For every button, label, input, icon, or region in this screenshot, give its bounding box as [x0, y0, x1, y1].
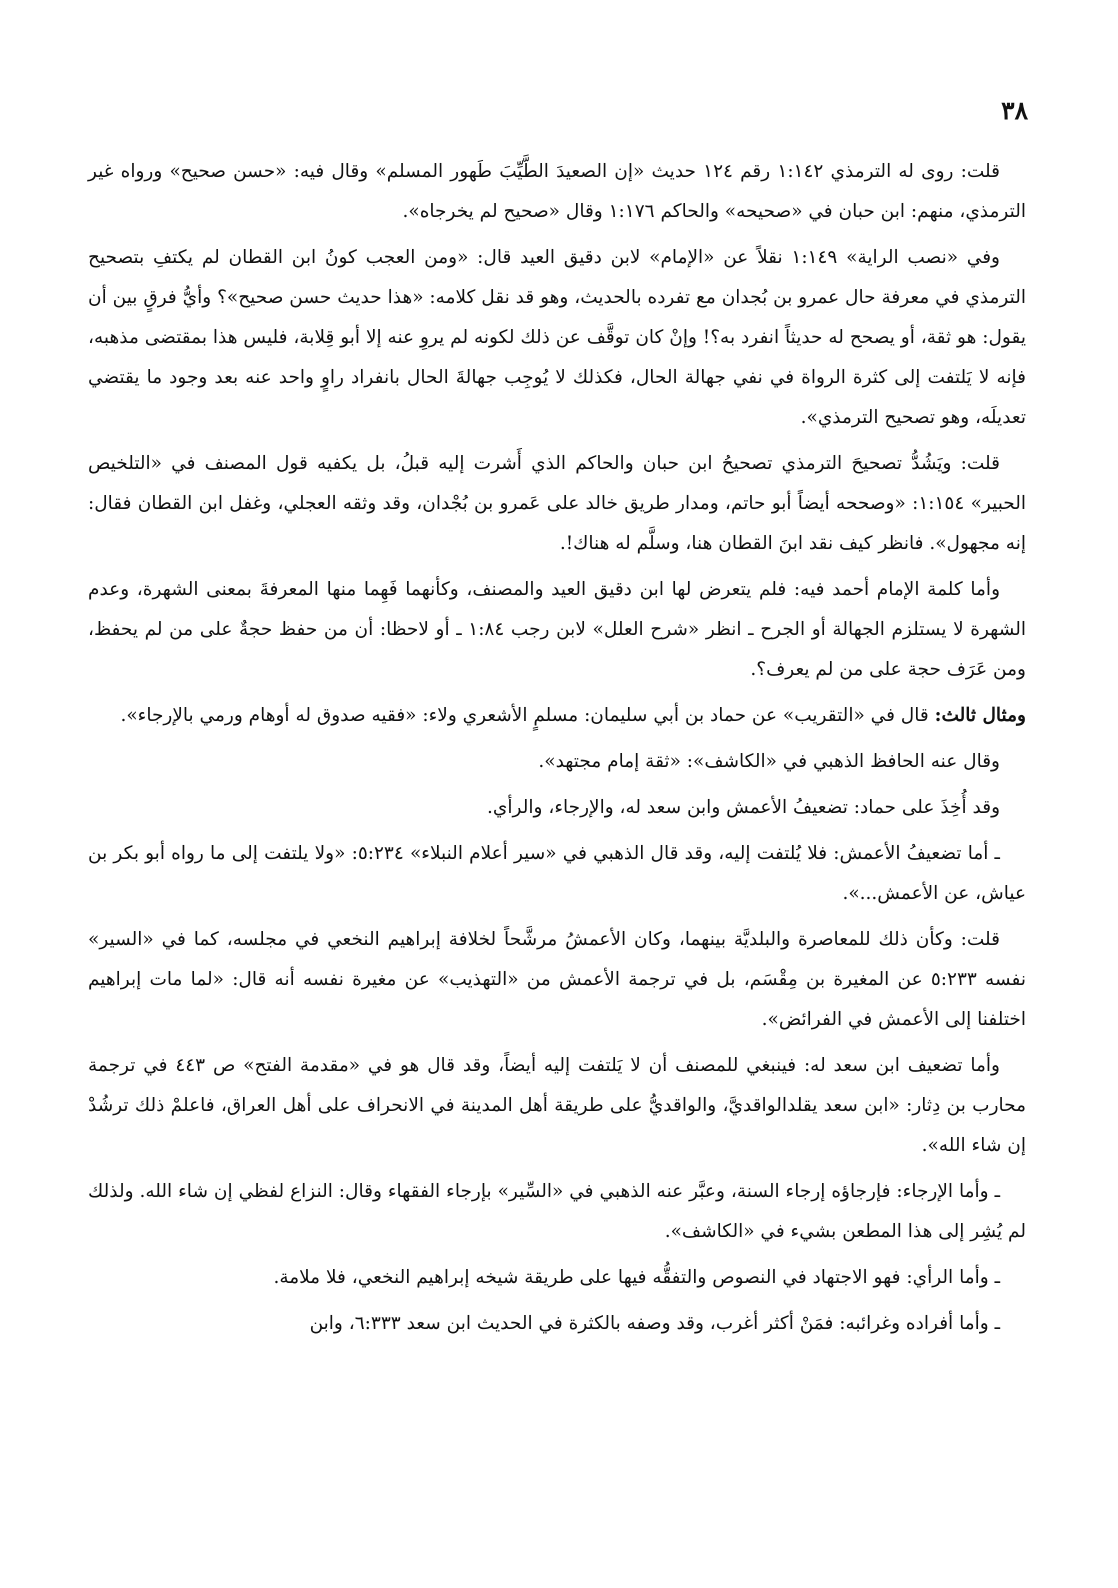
paragraph-5	[88, 696, 1026, 736]
paragraph-13: ـ وأما أفراده وغرائبه: فمَنْ أكثر أغرب، وقد وصفه بالكثرة في الحديث ابن سعد ٦:٣٣٣، وابن	[309, 1313, 1000, 1334]
paragraph-9: قلت: وكأن ذلك للمعاصرة والبلديَّة بينهما، وكان الأعمشُ مرشَّحاً لخلافة إبراهيم النخعي في مجلسه، كما في «السير» نفسه ٥:٢٣٣ عن المغيرة بن مِقْسَم، بل في ترجمة الأعمش من «التهذيب» عن مغيرة نفسه أنه قال: «لما مات إبراهيم اختلفنا إلى الأعمش في الفرائض».	[88, 929, 1026, 1030]
page-number: ٣٨	[1001, 96, 1028, 125]
paragraph-2: وفي «نصب الراية» ١:١٤٩ نقلاً عن «الإمام» لابن دقيق العيد قال: «ومن العجب كونُ ابن القطان لم يكتفِ بتصحيح الترمذي في معرفة حال عمرو بن بُجدان مع تفرده بالحديث، وهو قد نقل كلامه: «هذا حديث حسن صحيح»؟ وأيُّ فرقٍ بين أن يقول: هو ثقة، أو يصحح له حديثاً انفرد به؟! وإنْ كان توقَّف عن ذلك لكونه لم يروِ عنه إلا أبو قِلابة، فليس هذا بمقتضى مذهبه، فإنه لا يَلتفت إلى كثرة الرواة في نفي جهالة الحال، فكذلك لا يُوجِب جهالةَ الحال بانفراد راوٍ واحد عنه بعد وجود ما يقتضي تعديلَه، وهو تصحيح الترمذي».	[88, 247, 1026, 428]
paragraph-11: ـ وأما الإرجاء: فإرجاؤه إرجاء السنة، وعبَّر عنه الذهبي في «السِّير» بإرجاء الفقهاء وقال: النزاع لفظي إن شاء الله. ولذلك لم يُشِر إلى هذا المطعن بشيء في «الكاشف».	[88, 1181, 1026, 1242]
third-example-label: ومثال ثالث:	[934, 705, 1026, 726]
paragraph-5-text: قال في «التقريب» عن حماد بن أبي سليمان: مسلمٍ الأشعري ولاء: «فقيه صدوق له أوهام ورمي بالإرجاء».	[120, 705, 929, 726]
paragraph-12: ـ وأما الرأي: فهو الاجتهاد في النصوص والتفقُّه فيها على طريقة شيخه إبراهيم النخعي، فلا ملامة.	[273, 1267, 1000, 1288]
paragraph-7: وقد أُخِذَ على حماد: تضعيفُ الأعمش وابن سعد له، والإرجاء، والرأي.	[487, 797, 1000, 818]
paragraph-6: وقال عنه الحافظ الذهبي في «الكاشف»: «ثقة إمام مجتهد».	[538, 751, 1000, 772]
paragraph-3: قلت: ويَشُدُّ تصحيحَ الترمذي تصحيحُ ابن حبان والحاكم الذي أَشرت إليه قبلُ، بل يكفيه قول المصنف في «التلخيص الحبير» ١:١٥٤: «وصححه أيضاً أبو حاتم، ومدار طريق خالد على عَمرو بن بُجْدان، وقد وثقه العجلي، وغفل ابن القطان فقال: إنه مجهول». فانظر كيف نقد ابنَ القطان هنا، وسلَّم له هناك!.	[88, 453, 1026, 554]
body-text	[88, 152, 1026, 1350]
paragraph-10: وأما تضعيف ابن سعد له: فينبغي للمصنف أن لا يَلتفت إليه أيضاً، وقد قال هو في «مقدمة الفتح» ص ٤٤٣ في ترجمة محارب بن دِثار: «ابن سعد يقلدالواقديَّ، والواقديُّ على طريقة أهل المدينة في الانحراف على أهل العراق، فاعلمْ ذلك ترشُدْ إن شاء الله».	[88, 1055, 1026, 1156]
paragraph-1: قلت: روى له الترمذي ١:١٤٢ رقم ١٢٤ حديث «إن الصعيدَ الطَّيِّبَ طَهور المسلم» وقال فيه: «حسن صحيح» ورواه غير الترمذي، منهم: ابن حبان في «صحيحه» والحاكم ١:١٧٦ وقال «صحيح لم يخرجاه».	[88, 161, 1026, 222]
paragraph-4: وأما كلمة الإمام أحمد فيه: فلم يتعرض لها ابن دقيق العيد والمصنف، وكأنهما فَهِما منها المعرفةَ بمعنى الشهرة، وعدم الشهرة لا يستلزم الجهالة أو الجرح ـ انظر «شرح العلل» لابن رجب ١:٨٤ ـ أو لاحظا: أن من حفظ حجةٌ على من لم يحفظ، ومن عَرَف حجة على من لم يعرف؟.	[88, 579, 1026, 680]
paragraph-8: ـ أما تضعيفُ الأعمش: فلا يُلتفت إليه، وقد قال الذهبي في «سير أعلام النبلاء» ٥:٢٣٤: «ولا يلتفت إلى ما رواه أبو بكر بن عياش، عن الأعمش...».	[88, 843, 1026, 904]
